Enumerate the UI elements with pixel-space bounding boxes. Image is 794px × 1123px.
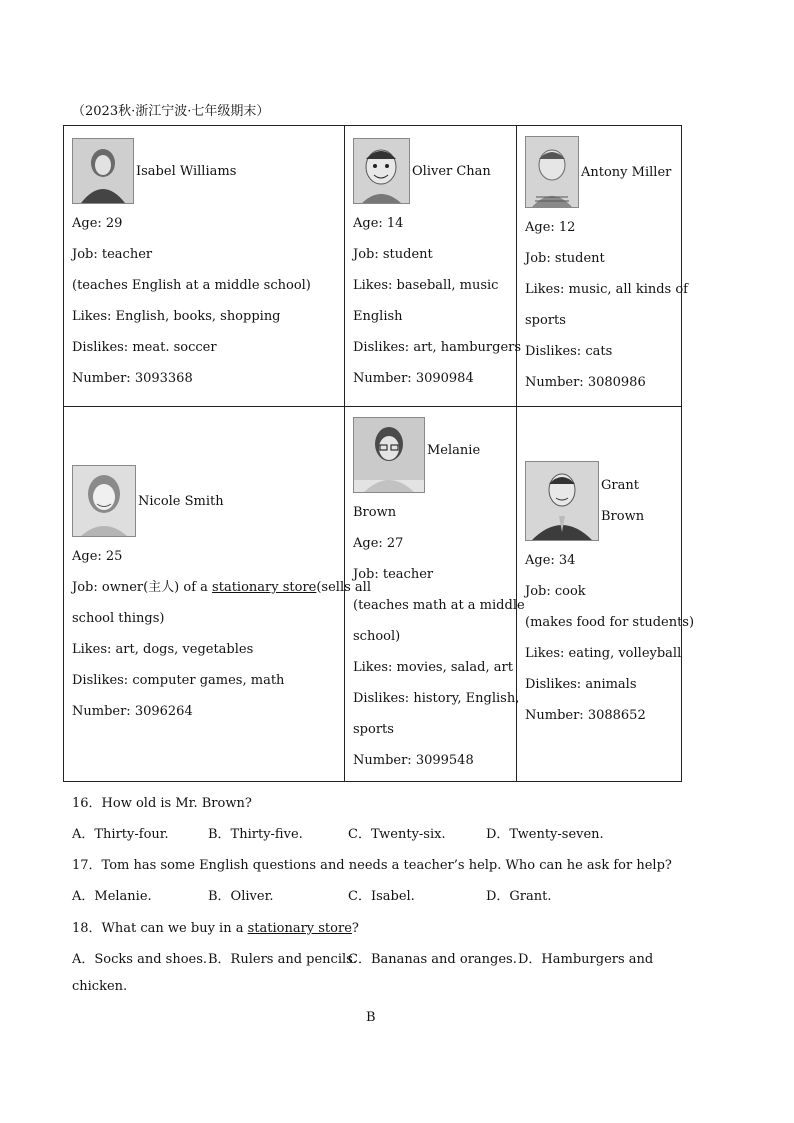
q18-stem-post: ? xyxy=(351,921,359,936)
oliver-age: Age: 14 xyxy=(353,216,404,231)
antony-likes-2: sports xyxy=(525,313,566,328)
card-nicole xyxy=(64,407,371,782)
card-antony xyxy=(517,126,688,407)
isabel-likes: Likes: English, books, shopping xyxy=(72,309,281,324)
grant-job-note: (makes food for students) xyxy=(525,615,695,630)
antony-name: Antony Miller xyxy=(581,164,672,180)
melanie-likes: Likes: movies, salad, art xyxy=(353,660,513,675)
q16-option-d[interactable]: D．Twenty-seven. xyxy=(486,827,604,842)
q18-option-b[interactable]: B．Rulers and pencils. xyxy=(208,952,357,967)
grant-likes: Likes: eating, volleyball xyxy=(525,646,682,661)
grant-dislikes: Dislikes: animals xyxy=(525,677,637,692)
melanie-dislikes-1: Dislikes: history, English, xyxy=(353,691,520,706)
melanie-name-1: Melanie xyxy=(427,443,481,458)
q18-option-d[interactable]: D．Hamburgers and xyxy=(518,952,654,967)
grant-name: Grant Brown xyxy=(601,478,645,524)
oliver-dislikes: Dislikes: art, hamburgers xyxy=(353,340,522,355)
q16-option-b[interactable]: B．Thirty-five. xyxy=(208,827,303,842)
q16-option-c[interactable]: C．Twenty-six. xyxy=(348,827,446,842)
antony-age: Age: 12 xyxy=(525,220,576,235)
card-isabel xyxy=(64,126,345,407)
profile-table xyxy=(63,125,695,782)
isabel-photo xyxy=(72,138,134,204)
melanie-number: Number: 3099548 xyxy=(353,753,474,768)
q17-option-a[interactable]: A．Melanie. xyxy=(72,889,152,904)
nicole-job-pre: Job: owner(主人) of a xyxy=(72,580,213,595)
antony-job: Job: student xyxy=(525,251,605,266)
nicole-photo xyxy=(72,465,136,537)
card-oliver xyxy=(345,126,522,407)
isabel-name: Isabel Williams xyxy=(136,163,237,179)
isabel-number: Number: 3093368 xyxy=(72,371,193,386)
card-melanie xyxy=(345,407,525,782)
q18-option-c[interactable]: C．Bananas and oranges. xyxy=(348,952,517,967)
q17-option-c[interactable]: C．Isabel. xyxy=(348,889,415,904)
grant-age: Age: 34 xyxy=(525,553,576,568)
nicole-likes: Likes: art, dogs, vegetables xyxy=(72,642,254,657)
antony-dislikes: Dislikes: cats xyxy=(525,344,613,359)
melanie-job-note-1: (teaches math at a middle xyxy=(353,598,525,613)
q17-option-d[interactable]: D．Grant. xyxy=(486,889,552,904)
q16-option-a[interactable]: A．Thirty-four. xyxy=(72,827,169,842)
isabel-job: Job: teacher xyxy=(72,247,153,262)
q16-stem: 16．How old is Mr. Brown? xyxy=(72,796,252,811)
isabel-age: Age: 29 xyxy=(72,216,123,231)
melanie-photo xyxy=(353,417,425,493)
oliver-likes-1: Likes: baseball, music xyxy=(353,278,499,293)
isabel-dislikes: Dislikes: meat. soccer xyxy=(72,340,217,355)
nicole-job-post: (sells all xyxy=(316,580,371,595)
oliver-likes-2: English xyxy=(353,309,403,324)
melanie-job: Job: teacher xyxy=(353,567,434,582)
antony-likes-1: Likes: music, all kinds of xyxy=(525,282,688,297)
q18-stem xyxy=(72,917,359,936)
nicole-job-line2: school things) xyxy=(72,611,165,626)
source-note: （2023秋·浙江宁波·七年级期末） xyxy=(72,104,270,119)
card-grant xyxy=(517,407,695,782)
nicole-name: Nicole Smith xyxy=(138,493,224,509)
oliver-number: Number: 3090984 xyxy=(353,371,474,386)
isabel-job-note: (teaches English at a middle school) xyxy=(72,278,311,293)
oliver-photo xyxy=(353,138,410,204)
grant-number: Number: 3088652 xyxy=(525,708,646,723)
melanie-age: Age: 27 xyxy=(353,536,404,551)
antony-number: Number: 3080986 xyxy=(525,375,646,390)
q18-stem-pre: 18．What can we buy in a xyxy=(72,921,248,936)
q18-option-d-cont: chicken. xyxy=(72,979,128,994)
q17-option-b[interactable]: B．Oliver. xyxy=(208,889,274,904)
nicole-number: Number: 3096264 xyxy=(72,704,193,719)
q18-option-a[interactable]: A．Socks and shoes. xyxy=(72,952,208,967)
section-label: B xyxy=(366,1010,376,1025)
q18-stem-store: stationary store xyxy=(247,921,352,936)
q17-stem: 17．Tom has some English questions and needs a teacher’s help. Who can he ask for help? xyxy=(72,858,672,873)
melanie-dislikes-2: sports xyxy=(353,722,394,737)
nicole-dislikes: Dislikes: computer games, math xyxy=(72,673,285,688)
oliver-name: Oliver Chan xyxy=(412,163,491,179)
oliver-job: Job: student xyxy=(353,247,433,262)
melanie-job-note-2: school) xyxy=(353,629,401,644)
nicole-age: Age: 25 xyxy=(72,549,123,564)
grant-photo xyxy=(525,461,599,541)
grant-job: Job: cook xyxy=(525,584,586,599)
nicole-job-store: stationary store xyxy=(212,580,317,595)
nicole-job xyxy=(72,572,371,603)
antony-photo xyxy=(525,136,579,208)
melanie-name-2: Brown xyxy=(353,505,397,520)
